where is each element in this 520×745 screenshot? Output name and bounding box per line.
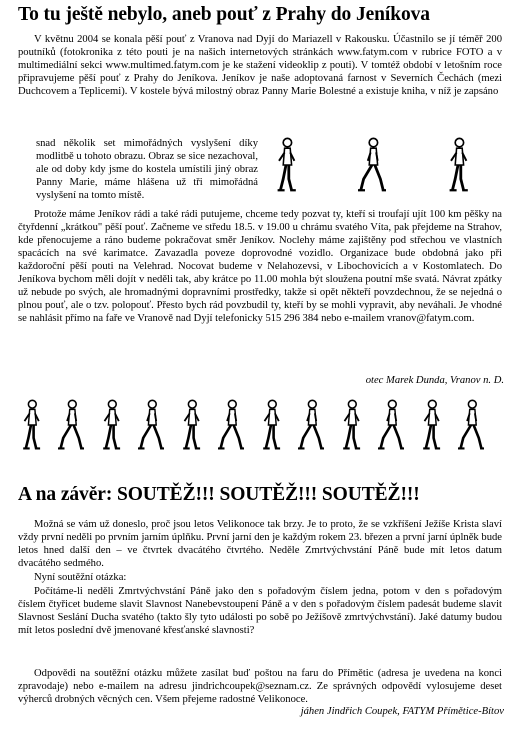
article-paragraph: V květnu 2004 se konala pěší pouť z Vranova nad Dyjí do Mariazell v Rakousku. Účastnilo se jí téměř 200 poutníků (fotokronika z této pouti je na našich internetových stránkách www.fatym.com v rubrice FOTO a v multimediální sekci www.multimed.fatym.com je ke stažení videoklip z pouti). V tomtéž období v letošním roce připravujeme pěší pouť z Prahy do Jeníkova. Jeníkov je naše adoptovaná farnost v Severních Čechách (mezi Duchcovem a Teplicemi). V kostele bývá milostný obraz Panny Marie Bolestné a existuje kniha, v níž je zapsáno: [18, 34, 502, 98]
walker-figure: [378, 395, 404, 455]
walking-pilgrim-icon: [378, 395, 404, 455]
walker-figure: [338, 395, 364, 455]
contest-question-label: Nyní soutěžní otázka:: [34, 572, 127, 583]
article-title: To tu ještě nebylo, aneb pouť z Prahy do Jeníkova: [18, 4, 430, 25]
walking-pilgrim-icon: [18, 395, 44, 455]
walker-figure: [458, 395, 484, 455]
walking-pilgrim-icon: [338, 395, 364, 455]
walking-pilgrim-icon: [298, 395, 324, 455]
walker-illustration-column: [272, 134, 512, 204]
walking-pilgrim-icon: [58, 395, 84, 455]
walking-pilgrim-icon: [358, 134, 386, 196]
walker-illustration-row: [18, 395, 498, 455]
walker-figure: [298, 395, 324, 455]
article-signature: otec Marek Dunda, Vranov n. D.: [365, 375, 504, 386]
walker-figure: [444, 134, 472, 196]
walking-pilgrim-icon: [98, 395, 124, 455]
walking-pilgrim-icon: [272, 134, 300, 196]
contest-paragraph: Možná se vám už doneslo, proč jsou letos Velikonoce tak brzy. Je to proto, že se vzkříšení Ježíše Krista slaví vždy první neděli po prvním jarním úplňku. První jarní den je každým rokem 23. březen a první jarní úplněk bude letos hned další den – ve čtvrtek dvacátého čtvrtého. Neděle Zmrtvýchvstání Páně bude mít letos datum dvacátého sedmého.: [18, 519, 502, 570]
walker-figure: [418, 395, 444, 455]
walking-pilgrim-icon: [418, 395, 444, 455]
walking-pilgrim-icon: [444, 134, 472, 196]
contest-signature: jáhen Jindřich Coupek, FATYM Přímětice-Bítov: [300, 706, 504, 717]
walker-figure: [258, 395, 284, 455]
walker-figure: [218, 395, 244, 455]
walker-figure: [272, 134, 300, 196]
contest-answer-info: Odpovědi na soutěžní otázku můžete zasílat buď poštou na faru do Přímětic (adresa je uvedena na konci zpravodaje) nebo e-mailem na adresu jindrichcoupek@seznam.cz. Ze správných odpovědí vylosujeme deset výherců drobných věcných cen. Všem přejeme radostné Velikonoce.: [18, 668, 502, 706]
walker-figure: [138, 395, 164, 455]
walker-figure: [358, 134, 386, 196]
walker-figure: [98, 395, 124, 455]
article-paragraph-wrap: snad několik set mimořádných vyslyšení díky modlitbě u tohoto obrazu. Obraz se sice nezachoval, ale od doby kdy jsme do kostela umístili jiný obraz Panny Marie, máme hlášena už tři mimořádná vyslyšení na tomto místě.: [36, 138, 258, 202]
walker-figure: [18, 395, 44, 455]
walker-figure: [178, 395, 204, 455]
walking-pilgrim-icon: [258, 395, 284, 455]
walking-pilgrim-icon: [138, 395, 164, 455]
article-paragraph: Protože máme Jeníkov rádi a také rádi putujeme, chceme tedy pozvat ty, kteří si troufají ujít 100 km pěšky na čtyřdenní „krátkou" pěší pouť. Začneme ve středu 18.5. v 19.00 u chrámu svatého Víta, pak přejdeme na Strahov, kde přenocujeme a ráno budeme pokračovat směr Jeníkov. Noclehy máme zajištěny pod střechou ve vlastních spacácích na své karimatce. Zavazadla poveze doprovodné vozidlo. Organizace bude obdobná jako při každoroční pěší pouti na Velehrad. Nocovat budeme v Nelahozevsi, v Libochovicích a v Kostomlatech. Do Jeníkova bychom měli dojít v neděli tak, aby krátce po 11.00 mohla být sloužena poutní mše svatá. Návrat zpátky už nebude po svých, ale hromadnými dopravními prostředky, takže si opět někteří povzdechnou, že se nejedná o plnou pouť, ale o tzv. polopouť. Přesto bych rád povzbudil ty, kteří by se mohli vypravit, aby neváhali. Je vhodné se nahlásit přímo na faře ve Vranově nad Dyjí telefonicky 515 296 384 nebo e-mailem vranov@fatym.com.: [18, 209, 502, 325]
walking-pilgrim-icon: [178, 395, 204, 455]
walking-pilgrim-icon: [218, 395, 244, 455]
walking-pilgrim-icon: [458, 395, 484, 455]
contest-question: Počítáme-li neděli Zmrtvýchvstání Páně jako den s pořadovým číslem jedna, potom v den s pořadovým číslem čtyřicet budeme slavit Slavnost Nanebevstoupení Páně a v den s pořadovým číslem padesát budeme slavit Slavnost Seslání Ducha svatého (takto šly tyto události po sobě po Ježíšově zmrtvýchvstání). Jaké datumy budou mít letos poslední dvě jmenované křesťanské slavnosti?: [18, 586, 502, 637]
contest-title: A na závěr: SOUTĚŽ!!! SOUTĚŽ!!! SOUTĚŽ!!!: [18, 484, 420, 505]
walker-figure: [58, 395, 84, 455]
